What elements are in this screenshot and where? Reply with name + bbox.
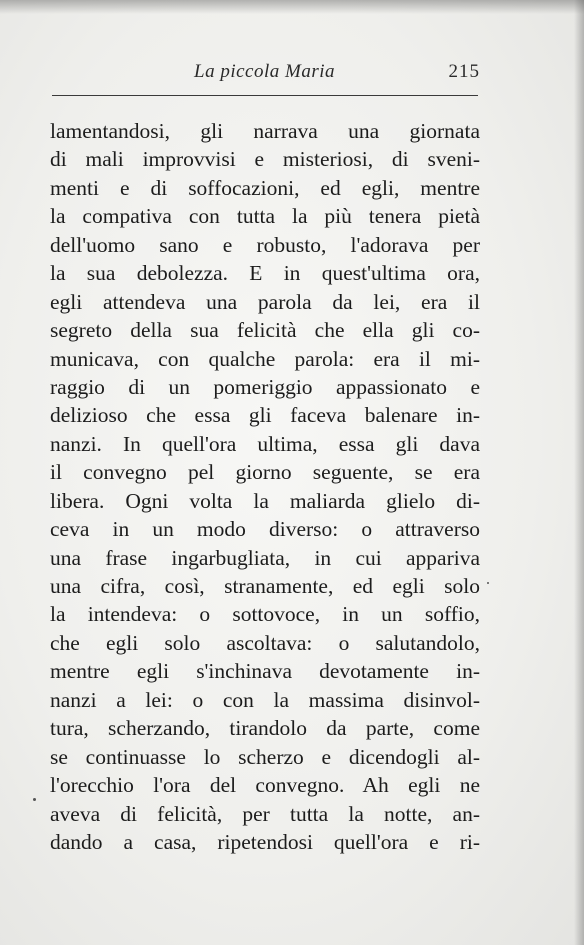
scan-top-shadow — [0, 0, 584, 14]
text-line: ceva in un modo diverso: o attraverso — [50, 517, 480, 542]
text-line: il convegno pel giorno seguente, se era — [50, 460, 480, 485]
text-line: l'orecchio l'ora del convegno. Ah egli ne — [50, 773, 480, 798]
scan-speck — [33, 798, 36, 801]
scan-right-edge — [574, 0, 584, 945]
text-line: municava, con qualche parola: era il mi- — [50, 346, 480, 371]
text-line: dell'uomo sano e robusto, l'adorava per — [50, 232, 480, 257]
page-number: 215 — [448, 61, 480, 82]
text-line: se continuasse lo scherzo e dicendogli al- — [50, 744, 480, 769]
scan-speck — [487, 582, 489, 584]
text-line: la compativa con tutta la più tenera pietà — [50, 204, 480, 229]
text-line: lamentandosi, gli narrava una giornata — [50, 119, 480, 143]
text-line: egli attendeva una parola da lei, era il — [50, 289, 480, 314]
text-line: di mali improvvisi e misteriosi, di sveni- — [50, 147, 480, 172]
text-line: la intendeva: o sottovoce, in un soffio, — [50, 602, 480, 627]
body-text — [50, 117, 480, 856]
text-line: menti e di soffocazioni, ed egli, mentre — [50, 175, 480, 200]
text-line: la sua debolezza. E in quest'ultima ora, — [50, 261, 480, 286]
text-line: che egli solo ascoltava: o salutandolo, — [50, 630, 480, 655]
text-line: una cifra, così, stranamente, ed egli solo — [50, 574, 480, 598]
text-line: una frase ingarbugliata, in cui appariva — [50, 545, 480, 570]
text-line: delizioso che essa gli faceva balenare in- — [50, 403, 480, 428]
text-line: nanzi a lei: o con la massima disinvol- — [50, 687, 480, 712]
header-rule — [52, 95, 478, 96]
text-line: segreto della sua felicità che ella gli co- — [50, 318, 480, 343]
text-line: libera. Ogni volta la maliarda glielo di- — [50, 488, 480, 513]
text-line: mentre egli s'inchinava devotamente in- — [50, 659, 480, 684]
page-header — [52, 58, 480, 88]
text-line: tura, scherzando, tirandolo da parte, come — [50, 716, 480, 741]
text-line: aveva di felicità, per tutta la notte, an- — [50, 801, 480, 826]
text-line: raggio di un pomeriggio appassionato e — [50, 374, 480, 399]
text-line: nanzi. In quell'ora ultima, essa gli dava — [50, 431, 480, 456]
running-title: La piccola Maria — [194, 61, 335, 82]
text-line: dando a casa, ripetendosi quell'ora e ri- — [50, 829, 480, 854]
